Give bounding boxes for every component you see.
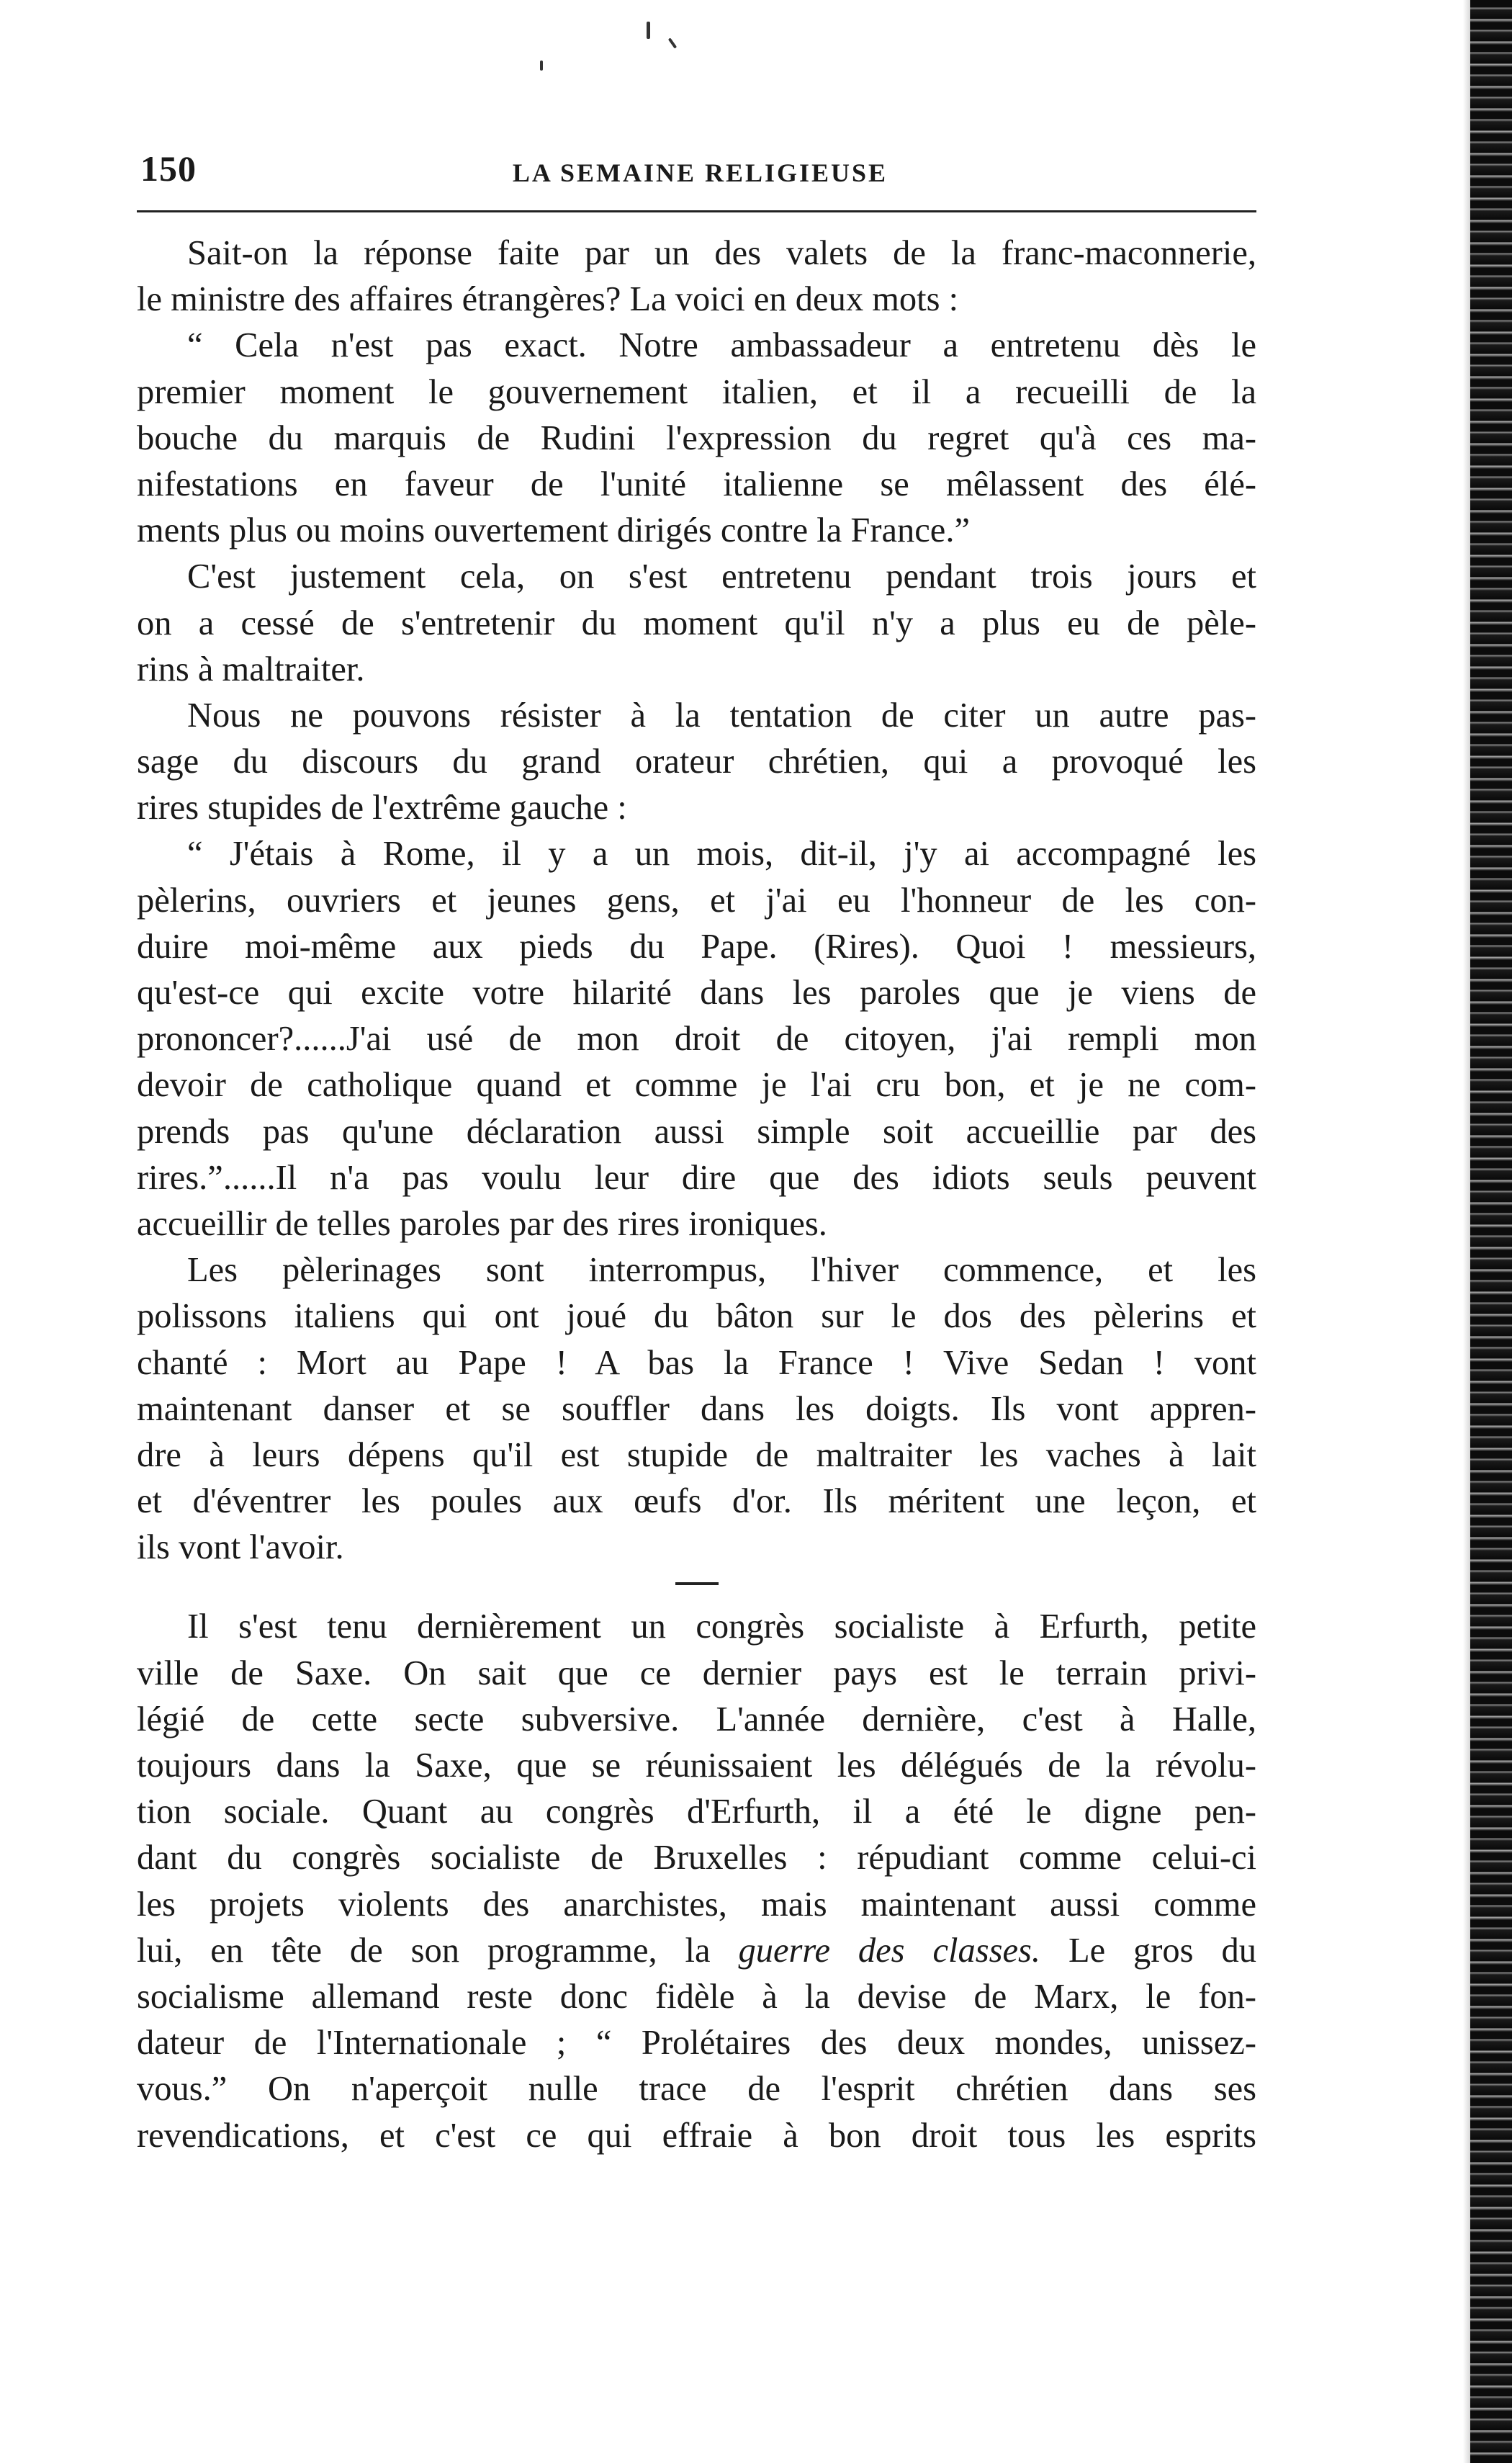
- section-separator: [675, 1582, 719, 1585]
- text-line: maintenant danser et se souffler dans les doigts. Ils vont appren-: [137, 1389, 1256, 1428]
- paragraph: [137, 323, 1256, 554]
- text-line: Les pèlerinages sont interrompus, l'hiver commence, et les: [187, 1251, 1256, 1290]
- ink-speck: [647, 22, 650, 39]
- paragraph: [137, 693, 1256, 832]
- text-line: bouche du marquis de Rudini l'expression du regret qu'à ces ma-: [137, 418, 1256, 457]
- ink-speck: [668, 37, 677, 48]
- text-line: les projets violents des anarchistes, mais maintenant aussi comme: [137, 1885, 1256, 1924]
- text-line: revendications, et c'est ce qui effraie à bon droit tous les esprits: [137, 2116, 1256, 2155]
- scanner-edge: [1470, 0, 1512, 2463]
- text-line: devoir de catholique quand et comme je l'ai cru bon, et je ne com-: [137, 1066, 1256, 1105]
- text-line: et d'éventrer les poules aux œufs d'or. Ils méritent une leçon, et: [137, 1482, 1256, 1521]
- paragraph: [137, 554, 1256, 693]
- running-title: LA SEMAINE RELIGIEUSE: [512, 158, 888, 187]
- text-line: légié de cette secte subversive. L'année dernière, c'est à Halle,: [137, 1700, 1256, 1739]
- header-rule: [137, 210, 1256, 212]
- text-line: dant du congrès socialiste de Bruxelles : répudiant comme celui-ci: [137, 1839, 1256, 1877]
- text-line: ments plus ou moins ouvertement dirigés contre la France.”: [137, 511, 970, 550]
- text-line: qu'est-ce qui excite votre hilarité dans les paroles que je viens de: [137, 974, 1256, 1012]
- text-line: rins à maltraiter.: [137, 650, 365, 688]
- text-line: ville de Saxe. On sait que ce dernier pays est le terrain privi-: [137, 1654, 1256, 1692]
- text-line: accueillir de telles paroles par des rires ironiques.: [137, 1204, 827, 1243]
- text-line: dre à leurs dépens qu'il est stupide de maltraiter les vaches à lait: [137, 1435, 1256, 1474]
- text-line: tion sociale. Quant au congrès d'Erfurth, il a été le digne pen-: [137, 1793, 1256, 1831]
- text-line: Sait-on la réponse faite par un des valets de la franc-maconnerie,: [187, 234, 1256, 272]
- ink-speck: [540, 60, 543, 71]
- text-line: [137, 1928, 1256, 1974]
- text-line: “ Cela n'est pas exact. Notre ambassadeur a entretenu dès le: [187, 326, 1256, 365]
- paragraph: [137, 230, 1256, 323]
- text-line: ils vont l'avoir.: [137, 1528, 344, 1567]
- text-line: rires.”......Il n'a pas voulu leur dire que des idiots seuls peuvent: [137, 1158, 1256, 1197]
- text-line: sage du discours du grand orateur chrétien, qui a provoqué les: [137, 743, 1256, 781]
- text-line: premier moment le gouvernement italien, et il a recueilli de la: [137, 372, 1256, 411]
- text-line: pèlerins, ouvriers et jeunes gens, et j'ai eu l'honneur de les con-: [137, 881, 1256, 920]
- text-line: on a cessé de s'entretenir du moment qu'il n'y a plus eu de pèle-: [137, 604, 1256, 642]
- text-segment: lui, en tête de son programme, la: [137, 1931, 711, 1970]
- page-number: 150: [140, 148, 197, 189]
- binding-shadow: [1463, 0, 1470, 2463]
- text-line: rires stupides de l'extrême gauche :: [137, 789, 627, 827]
- text-line: le ministre des affaires étrangères? La voici en deux mots :: [137, 280, 959, 319]
- text-line: duire moi-même aux pieds du Pape. (Rires). Quoi ! messieurs,: [137, 927, 1256, 966]
- page-header: [140, 148, 1260, 191]
- text-line: polissons italiens qui ont joué du bâton sur le dos des pèlerins et: [137, 1297, 1256, 1336]
- body-text: [137, 230, 1256, 2159]
- text-line: toujours dans la Saxe, que se réunissaient les délégués de la révolu-: [137, 1746, 1256, 1785]
- text-line: “ J'étais à Rome, il y a un mois, dit-il, j'y ai accompagné les: [187, 835, 1256, 874]
- text-line: vous.” On n'aperçoit nulle trace de l'esprit chrétien dans ses: [137, 2070, 1256, 2109]
- text-line: socialisme allemand reste donc fidèle à la devise de Marx, le fon-: [137, 1977, 1256, 2016]
- text-segment: Le gros du: [1040, 1931, 1256, 1970]
- text-line: prends pas qu'une déclaration aussi simple soit accueillie par des: [137, 1112, 1256, 1151]
- text-line: C'est justement cela, on s'est entretenu pendant trois jours et: [187, 557, 1256, 596]
- text-line: Nous ne pouvons résister à la tentation de citer un autre pas-: [187, 696, 1256, 735]
- text-line: nifestations en faveur de l'unité italienne se mêlassent des élé-: [137, 465, 1256, 503]
- text-line: chanté : Mort au Pape ! A bas la France ! Vive Sedan ! vont: [137, 1343, 1256, 1382]
- text-line: dateur de l'Internationale ; “ Prolétaires des deux mondes, unissez-: [137, 2024, 1256, 2063]
- italic-phrase: guerre des classes.: [738, 1931, 1041, 1970]
- paragraph: [137, 831, 1256, 1247]
- paragraph: [137, 1247, 1256, 1571]
- paragraph: [137, 1604, 1256, 2158]
- text-line: prononcer?......J'ai usé de mon droit de citoyen, j'ai rempli mon: [137, 1020, 1256, 1059]
- text-line: Il s'est tenu dernièrement un congrès socialiste à Erfurth, petite: [187, 1607, 1256, 1646]
